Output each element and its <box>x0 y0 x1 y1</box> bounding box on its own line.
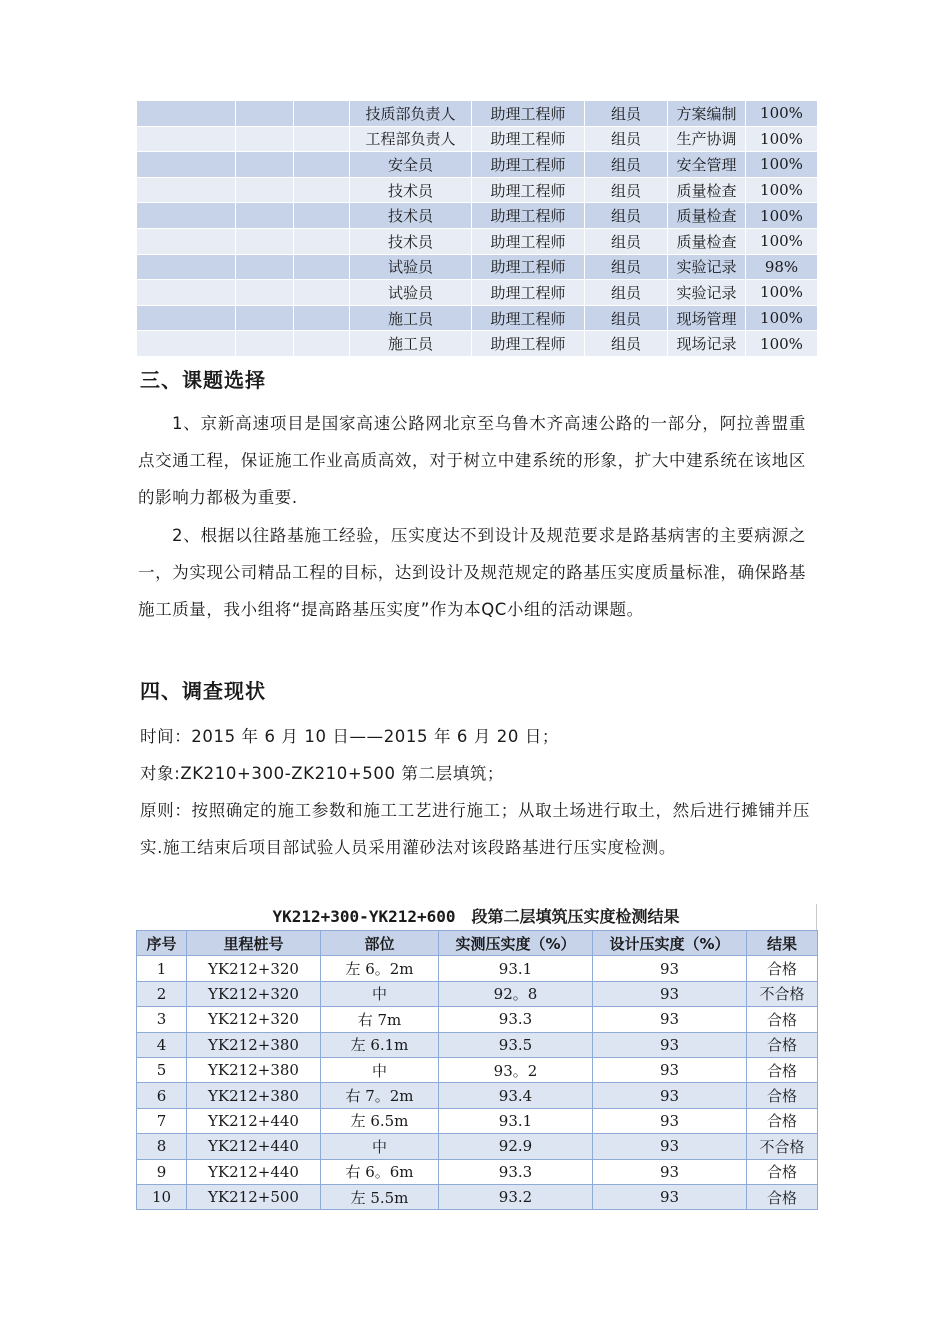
team-cell-role: 技术员 <box>350 228 472 254</box>
empty-cell <box>236 203 294 229</box>
result-cell-measured: 93.4 <box>439 1083 593 1108</box>
team-cell-position: 组员 <box>585 152 668 178</box>
result-cell-index: 9 <box>137 1159 187 1184</box>
empty-cell <box>294 331 350 357</box>
team-cell-title: 助理工程师 <box>472 177 585 203</box>
header-location: 部位 <box>321 931 439 956</box>
team-row <box>137 126 818 152</box>
empty-cell <box>137 305 236 331</box>
result-cell-measured: 92。8 <box>439 981 593 1006</box>
result-cell-location: 右 7。2m <box>321 1083 439 1108</box>
result-cell-station: YK212+320 <box>187 956 321 981</box>
team-row <box>137 254 818 280</box>
team-cell-position: 组员 <box>585 228 668 254</box>
header-index: 序号 <box>137 931 187 956</box>
header-station: 里程桩号 <box>187 931 321 956</box>
team-cell-position: 组员 <box>585 331 668 357</box>
empty-cell <box>236 254 294 280</box>
team-cell-role: 技术员 <box>350 177 472 203</box>
header-design: 设计压实度（%） <box>593 931 747 956</box>
team-row <box>137 177 818 203</box>
result-cell-station: YK212+380 <box>187 1032 321 1057</box>
team-cell-duty: 实验记录 <box>668 254 746 280</box>
empty-cell <box>294 305 350 331</box>
result-cell-measured: 93.1 <box>439 956 593 981</box>
team-cell-role: 工程部负责人 <box>350 126 472 152</box>
result-cell-design: 93 <box>593 956 747 981</box>
result-cell-measured: 93.3 <box>439 1159 593 1184</box>
survey-time: 时间：2015 年 6 月 10 日——2015 年 6 月 20 日； <box>140 727 560 746</box>
empty-cell <box>236 331 294 357</box>
result-cell-result: 合格 <box>747 1108 818 1133</box>
result-cell-measured: 93.2 <box>439 1184 593 1209</box>
empty-cell <box>137 280 236 306</box>
result-cell-index: 4 <box>137 1032 187 1057</box>
header-result: 结果 <box>747 931 818 956</box>
team-cell-title: 助理工程师 <box>472 152 585 178</box>
team-cell-role: 安全员 <box>350 152 472 178</box>
empty-cell <box>294 228 350 254</box>
result-cell-station: YK212+380 <box>187 1057 321 1082</box>
team-cell-rate: 100% <box>746 228 818 254</box>
result-cell-index: 5 <box>137 1057 187 1082</box>
result-cell-station: YK212+440 <box>187 1108 321 1133</box>
result-cell-index: 8 <box>137 1134 187 1159</box>
team-cell-rate: 100% <box>746 305 818 331</box>
team-cell-position: 组员 <box>585 203 668 229</box>
result-cell-result: 合格 <box>747 1057 818 1082</box>
empty-cell <box>137 254 236 280</box>
empty-cell <box>294 177 350 203</box>
team-cell-rate: 100% <box>746 126 818 152</box>
team-cell-rate: 100% <box>746 331 818 357</box>
result-row <box>137 1007 818 1032</box>
result-cell-location: 中 <box>321 1057 439 1082</box>
team-cell-duty: 方案编制 <box>668 101 746 127</box>
result-cell-location: 左 6。2m <box>321 956 439 981</box>
compaction-result-table <box>136 930 818 1210</box>
team-cell-rate: 100% <box>746 280 818 306</box>
team-cell-position: 组员 <box>585 305 668 331</box>
team-row <box>137 331 818 357</box>
team-cell-position: 组员 <box>585 126 668 152</box>
result-row <box>137 1159 818 1184</box>
empty-cell <box>294 101 350 127</box>
team-cell-title: 助理工程师 <box>472 101 585 127</box>
team-cell-role: 试验员 <box>350 280 472 306</box>
result-cell-result: 合格 <box>747 1007 818 1032</box>
result-row <box>137 981 818 1006</box>
result-cell-measured: 92.9 <box>439 1134 593 1159</box>
result-cell-station: YK212+440 <box>187 1134 321 1159</box>
result-cell-design: 93 <box>593 1184 747 1209</box>
result-cell-station: YK212+380 <box>187 1083 321 1108</box>
result-table-body <box>137 956 818 1210</box>
result-cell-index: 1 <box>137 956 187 981</box>
team-cell-duty: 生产协调 <box>668 126 746 152</box>
team-cell-duty: 质量检查 <box>668 177 746 203</box>
empty-cell <box>137 203 236 229</box>
result-cell-index: 7 <box>137 1108 187 1133</box>
team-cell-rate: 100% <box>746 203 818 229</box>
result-row <box>137 1083 818 1108</box>
empty-cell <box>137 152 236 178</box>
team-members-table <box>136 100 818 357</box>
team-cell-role: 施工员 <box>350 331 472 357</box>
result-cell-station: YK212+440 <box>187 1159 321 1184</box>
result-cell-location: 右 7m <box>321 1007 439 1032</box>
team-row <box>137 152 818 178</box>
result-cell-result: 合格 <box>747 1083 818 1108</box>
result-cell-design: 93 <box>593 1057 747 1082</box>
result-row <box>137 1184 818 1209</box>
team-row <box>137 305 818 331</box>
empty-cell <box>137 228 236 254</box>
result-cell-measured: 93。2 <box>439 1057 593 1082</box>
result-cell-station: YK212+320 <box>187 981 321 1006</box>
result-cell-result: 合格 <box>747 1159 818 1184</box>
team-cell-duty: 现场记录 <box>668 331 746 357</box>
team-cell-title: 助理工程师 <box>472 331 585 357</box>
team-cell-title: 助理工程师 <box>472 280 585 306</box>
result-cell-location: 右 6。6m <box>321 1159 439 1184</box>
result-cell-measured: 93.3 <box>439 1007 593 1032</box>
team-cell-position: 组员 <box>585 101 668 127</box>
result-cell-design: 93 <box>593 1134 747 1159</box>
section-3-paragraph-1: 1、京新高速项目是国家高速公路网北京至乌鲁木齐高速公路的一部分，阿拉善盟重点交通工程，保证施工作业高质高效，对于树立中建系统的形象，扩大中建系统在该地区的影响力都极为重要. <box>138 414 806 507</box>
survey-object: 对象:ZK210+300-ZK210+500 第二层填筑； <box>140 764 505 783</box>
section-3-paragraph-2: 2、根据以往路基施工经验，压实度达不到设计及规范要求是路基病害的主要病源之一，为实现公司精品工程的目标，达到设计及规范规定的路基压实度质量标准，确保路基施工质量，我小组将“提高路基压实度”作为本QC小组的活动课题。 <box>138 526 806 619</box>
header-measured: 实测压实度（%） <box>439 931 593 956</box>
empty-cell <box>137 177 236 203</box>
empty-cell <box>137 126 236 152</box>
empty-cell <box>294 254 350 280</box>
empty-cell <box>236 126 294 152</box>
team-cell-title: 助理工程师 <box>472 203 585 229</box>
section-4-heading: 四、调查现状 <box>140 679 266 703</box>
result-cell-result: 合格 <box>747 1184 818 1209</box>
empty-cell <box>236 152 294 178</box>
team-cell-title: 助理工程师 <box>472 305 585 331</box>
result-cell-result: 不合格 <box>747 1134 818 1159</box>
result-cell-location: 中 <box>321 981 439 1006</box>
result-cell-result: 合格 <box>747 956 818 981</box>
result-cell-location: 中 <box>321 1134 439 1159</box>
result-cell-result: 不合格 <box>747 981 818 1006</box>
team-cell-position: 组员 <box>585 177 668 203</box>
team-cell-role: 试验员 <box>350 254 472 280</box>
team-cell-rate: 98% <box>746 254 818 280</box>
team-cell-title: 助理工程师 <box>472 228 585 254</box>
team-row <box>137 280 818 306</box>
empty-cell <box>236 177 294 203</box>
result-cell-station: YK212+320 <box>187 1007 321 1032</box>
result-cell-design: 93 <box>593 1159 747 1184</box>
result-cell-design: 93 <box>593 1083 747 1108</box>
empty-cell <box>137 331 236 357</box>
result-row <box>137 1134 818 1159</box>
result-cell-design: 93 <box>593 981 747 1006</box>
team-row <box>137 101 818 127</box>
empty-cell <box>236 305 294 331</box>
empty-cell <box>137 101 236 127</box>
team-cell-role: 施工员 <box>350 305 472 331</box>
result-row <box>137 1032 818 1057</box>
team-row <box>137 228 818 254</box>
result-row <box>137 956 818 981</box>
result-cell-index: 3 <box>137 1007 187 1032</box>
team-cell-role: 技术员 <box>350 203 472 229</box>
section-3-heading: 三、课题选择 <box>140 368 266 392</box>
result-cell-index: 2 <box>137 981 187 1006</box>
result-cell-design: 93 <box>593 1032 747 1057</box>
team-cell-duty: 安全管理 <box>668 152 746 178</box>
team-cell-rate: 100% <box>746 177 818 203</box>
survey-principle: 原则：按照确定的施工参数和施工工艺进行施工；从取土场进行取土，然后进行摊铺并压实.施工结束后项目部试验人员采用灌砂法对该段路基进行压实度检测。 <box>140 801 810 857</box>
result-table-caption: YK212+300-YK212+600 段第二层填筑压实度检测结果 <box>136 904 817 930</box>
team-cell-rate: 100% <box>746 101 818 127</box>
result-cell-design: 93 <box>593 1007 747 1032</box>
empty-cell <box>294 280 350 306</box>
result-cell-station: YK212+500 <box>187 1184 321 1209</box>
result-cell-index: 6 <box>137 1083 187 1108</box>
team-cell-title: 助理工程师 <box>472 126 585 152</box>
team-cell-duty: 实验记录 <box>668 280 746 306</box>
result-cell-measured: 93.5 <box>439 1032 593 1057</box>
team-cell-position: 组员 <box>585 280 668 306</box>
empty-cell <box>236 280 294 306</box>
team-row <box>137 203 818 229</box>
result-cell-design: 93 <box>593 1108 747 1133</box>
result-cell-index: 10 <box>137 1184 187 1209</box>
team-cell-duty: 质量检查 <box>668 203 746 229</box>
result-cell-measured: 93.1 <box>439 1108 593 1133</box>
team-table-body <box>137 101 818 357</box>
team-cell-duty: 质量检查 <box>668 228 746 254</box>
empty-cell <box>236 228 294 254</box>
result-row <box>137 1057 818 1082</box>
result-cell-location: 左 5.5m <box>321 1184 439 1209</box>
team-cell-duty: 现场管理 <box>668 305 746 331</box>
result-header-row <box>137 931 818 956</box>
result-cell-result: 合格 <box>747 1032 818 1057</box>
team-cell-title: 助理工程师 <box>472 254 585 280</box>
result-row <box>137 1108 818 1133</box>
team-cell-rate: 100% <box>746 152 818 178</box>
result-cell-location: 左 6.5m <box>321 1108 439 1133</box>
empty-cell <box>294 203 350 229</box>
team-cell-role: 技质部负责人 <box>350 101 472 127</box>
team-cell-position: 组员 <box>585 254 668 280</box>
empty-cell <box>236 101 294 127</box>
result-cell-location: 左 6.1m <box>321 1032 439 1057</box>
empty-cell <box>294 152 350 178</box>
empty-cell <box>294 126 350 152</box>
